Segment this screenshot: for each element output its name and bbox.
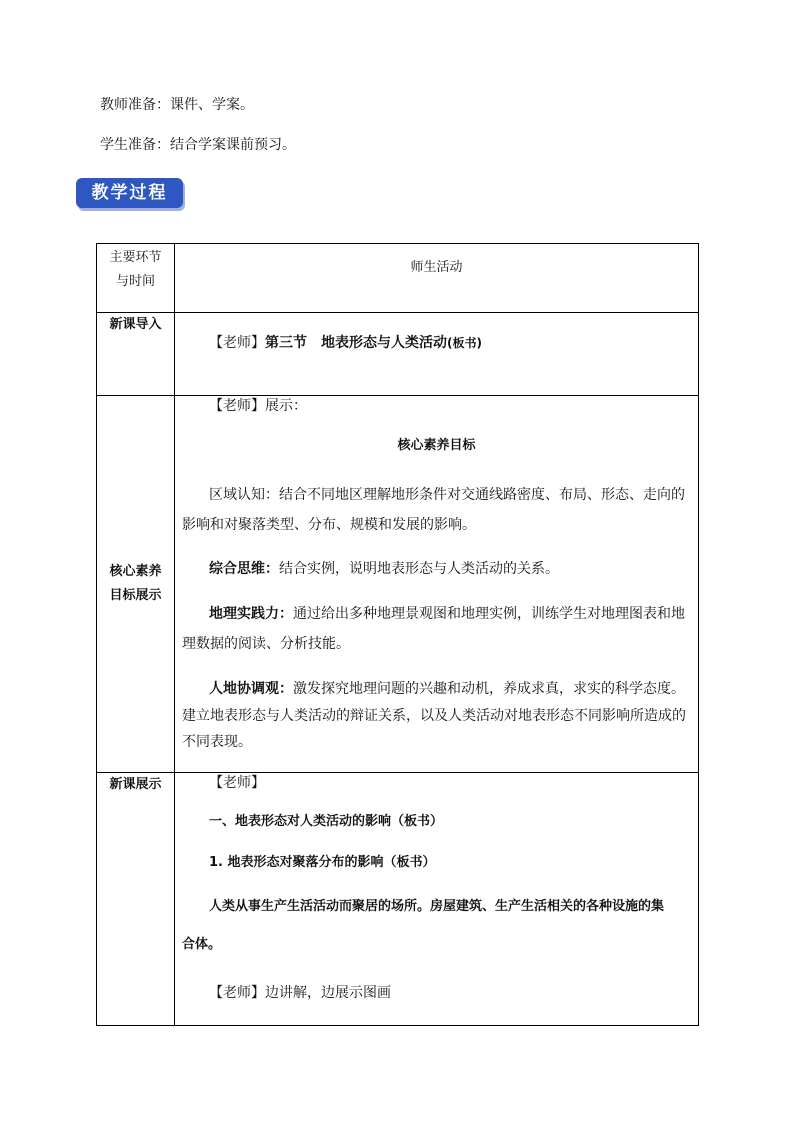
table-row-new-lesson bbox=[97, 773, 699, 1026]
synthesis-label: 综合思维： bbox=[209, 561, 279, 577]
section-title-badge: 教学过程 bbox=[76, 178, 183, 208]
goals-right-cell bbox=[175, 396, 699, 773]
intro-line bbox=[209, 333, 482, 353]
new-lesson-left-label: 新课展示 bbox=[109, 777, 162, 792]
harmony-label: 人地协调观： bbox=[209, 681, 293, 697]
practice-label: 地理实践力： bbox=[209, 606, 293, 622]
goals-tag-line: 【老师】展示： bbox=[209, 398, 307, 414]
harmony-text-3: 不同表现。 bbox=[182, 734, 252, 750]
practice-text-2: 理数据的阅读、分析技能。 bbox=[182, 636, 350, 652]
new-lesson-closing: 【老师】边讲解，边展示图画 bbox=[209, 985, 391, 1001]
new-lesson-left-cell bbox=[97, 773, 175, 1026]
goals-left-line-1: 核心素养 bbox=[109, 564, 162, 579]
new-lesson-heading-1: 一、地表形态对人类活动的影响（板书） bbox=[209, 814, 444, 829]
region-line-1 bbox=[209, 485, 685, 505]
teacher-preparation: 教师准备：课件、学案。 bbox=[100, 97, 254, 113]
header-activities: 师生活动 bbox=[410, 260, 463, 275]
practice-text-1: 通过给出多种地理景观图和地理实例，训练学生对地理图表和地 bbox=[293, 606, 685, 622]
region-label: 区域认知： bbox=[209, 487, 279, 503]
intro-tag: 【老师】 bbox=[209, 335, 265, 351]
table-row-goals bbox=[97, 396, 699, 773]
intro-title: 第三节 地表形态与人类活动 bbox=[265, 335, 447, 351]
region-text-1: 结合不同地区理解地形条件对交通线路密度、布局、形态、走向的 bbox=[279, 487, 685, 503]
intro-right-cell bbox=[175, 313, 699, 396]
settlement-definition-line-2: 合体。 bbox=[182, 937, 222, 952]
header-left-cell bbox=[97, 244, 175, 313]
header-left-line-2: 与时间 bbox=[115, 274, 155, 289]
settlement-definition-line-1: 人类从事生产生活活动而聚居的场所。房屋建筑、生产生活相关的各种设施的集 bbox=[209, 899, 665, 914]
teaching-process-table bbox=[96, 243, 699, 1026]
harmony-text-1: 激发探究地理问题的兴趣和动机，养成求真，求实的科学态度。 bbox=[293, 681, 685, 697]
goals-heading: 核心素养目标 bbox=[397, 438, 476, 453]
intro-suffix: (板书) bbox=[447, 336, 482, 350]
goals-left-line-2: 目标展示 bbox=[109, 588, 162, 603]
intro-left-cell bbox=[97, 313, 175, 396]
practice-line-1 bbox=[209, 604, 685, 624]
synthesis-text: 结合实例，说明地表形态与人类活动的关系。 bbox=[279, 561, 559, 577]
harmony-line-1 bbox=[209, 679, 685, 699]
region-text-2: 影响和对聚落类型、分布、规模和发展的影响。 bbox=[182, 517, 476, 533]
goals-left-cell bbox=[97, 396, 175, 773]
header-right-cell bbox=[175, 244, 699, 313]
new-lesson-right-cell bbox=[175, 773, 699, 1026]
new-lesson-heading-2: 1. 地表形态对聚落分布的影响（板书） bbox=[209, 855, 436, 870]
intro-left-label: 新课导入 bbox=[109, 317, 162, 332]
table-header-row bbox=[97, 244, 699, 313]
harmony-text-2: 建立地表形态与人类活动的辩证关系，以及人类活动对地表形态不同影响所造成的 bbox=[182, 708, 686, 724]
table-row-intro bbox=[97, 313, 699, 396]
new-lesson-tag-line: 【老师】 bbox=[209, 775, 265, 791]
header-left-line-1: 主要环节 bbox=[109, 250, 162, 265]
synthesis-line bbox=[209, 559, 559, 579]
student-preparation: 学生准备：结合学案课前预习。 bbox=[100, 137, 296, 153]
